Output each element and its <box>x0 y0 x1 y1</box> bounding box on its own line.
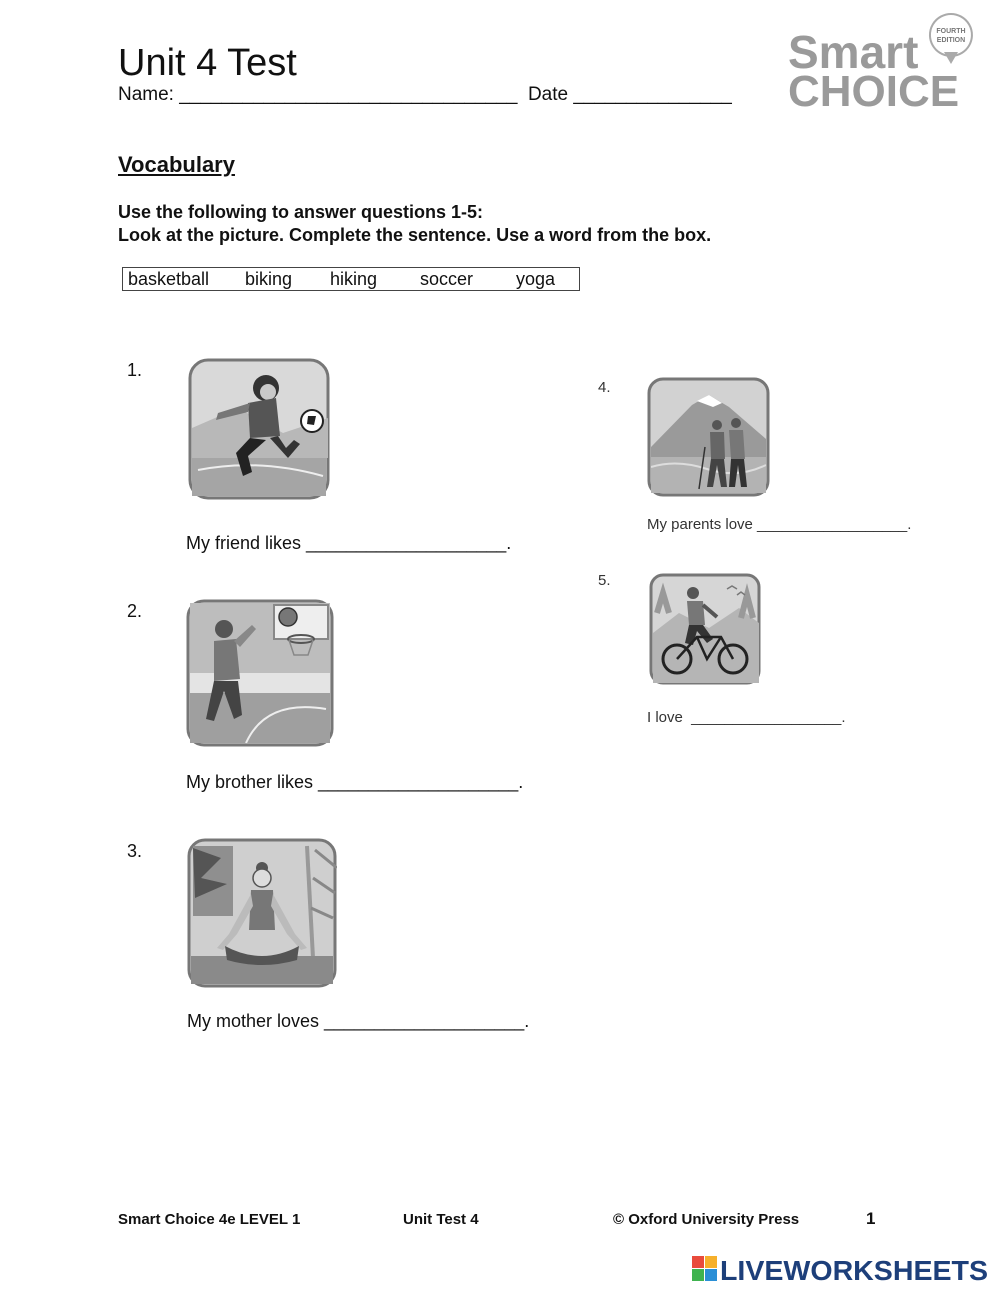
word-yoga: yoga <box>516 269 556 289</box>
soccer-player-icon <box>188 358 330 500</box>
word-basketball: basketball <box>128 269 210 289</box>
question-2-sentence[interactable]: My brother likes ____________________. <box>186 772 524 792</box>
word-soccer: soccer <box>420 269 474 289</box>
question-3-number: 3. <box>127 841 143 861</box>
basketball-player-icon <box>186 599 334 747</box>
instructions <box>118 201 711 247</box>
word-biking: biking <box>245 269 293 289</box>
yoga-woman-icon <box>187 838 337 988</box>
hikers-mountain-icon <box>647 377 770 497</box>
page-title: Unit 4 Test <box>118 42 297 84</box>
cyclist-icon <box>649 573 761 685</box>
question-5-number: 5. <box>598 572 611 589</box>
word-hiking: hiking <box>330 269 378 289</box>
question-1-sentence[interactable]: My friend likes ____________________. <box>186 533 512 553</box>
instruction-line-1: Use the following to answer questions 1-5: <box>118 202 484 222</box>
question-1-number: 1. <box>127 360 143 380</box>
section-title: Vocabulary <box>118 152 235 177</box>
question-5-sentence[interactable]: I love __________________. <box>647 709 846 726</box>
logo-line1: Smart <box>788 26 919 78</box>
liveworksheets-logo <box>692 1254 990 1284</box>
question-2-number: 2. <box>127 601 143 621</box>
footer-page-number: 1 <box>866 1209 876 1228</box>
footer-unit: Unit Test 4 <box>403 1211 479 1228</box>
question-3-sentence[interactable]: My mother loves ____________________. <box>187 1011 530 1031</box>
smart-choice-logo <box>786 12 976 112</box>
watermark-text: LIVEWORKSHEETS <box>720 1255 988 1284</box>
logo-badge1: FOURTH <box>936 28 966 35</box>
footer-level: Smart Choice 4e LEVEL 1 <box>118 1211 301 1228</box>
word-box <box>122 267 580 291</box>
logo-line2: CHOICE <box>788 67 960 112</box>
logo-badge2: EDITION <box>936 37 966 44</box>
question-4-number: 4. <box>598 379 611 396</box>
footer-copyright: © Oxford University Press <box>613 1211 800 1228</box>
question-4-sentence[interactable]: My parents love __________________. <box>647 516 912 533</box>
instruction-line-2: Look at the picture. Complete the sentence. Use a word from the box. <box>118 225 712 245</box>
name-date-line[interactable]: Name: ________________________________ Date _______________ <box>118 84 732 105</box>
